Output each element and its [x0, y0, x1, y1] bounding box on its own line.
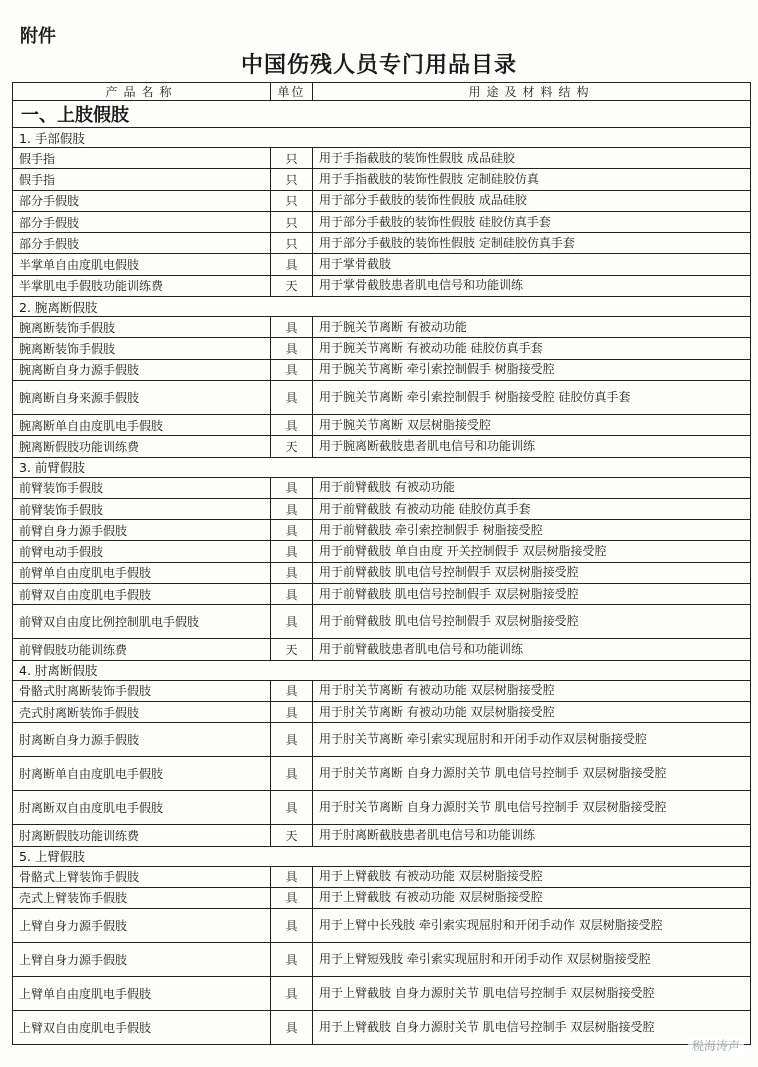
product-name-cell: 前臂双自由度比例控制肌电手假肢 — [13, 605, 271, 639]
unit-cell: 只 — [271, 190, 313, 211]
usage-cell: 用于肘关节离断 有被动功能 双层树脂接受腔 — [313, 701, 751, 722]
usage-cell: 用于上臂截肢 自身力源肘关节 肌电信号控制手 双层树脂接受腔 — [313, 1011, 751, 1045]
table-row — [13, 211, 751, 232]
product-name-cell: 骨骼式肘离断装饰手假肢 — [13, 680, 271, 701]
unit-cell: 只 — [271, 211, 313, 232]
product-name-cell: 假手指 — [13, 148, 271, 169]
usage-cell: 用于上臂短残肢 牵引索实现屈肘和开闭手动作 双层树脂接受腔 — [313, 943, 751, 977]
section-title: 2. 腕离断假肢 — [13, 297, 751, 317]
table-row — [13, 605, 751, 639]
usage-cell: 用于前臂截肢 肌电信号控制假手 双层树脂接受腔 — [313, 562, 751, 583]
table-row — [13, 584, 751, 605]
usage-cell: 用于掌骨截肢患者肌电信号和功能训练 — [313, 275, 751, 296]
usage-cell: 用于部分手截肢的装饰性假肢 成品硅胶 — [313, 190, 751, 211]
table-row — [13, 190, 751, 211]
unit-cell: 具 — [271, 701, 313, 722]
product-name-cell: 前臂双自由度肌电手假肢 — [13, 584, 271, 605]
usage-cell: 用于上臂中长残肢 牵引索实现屈肘和开闭手动作 双层树脂接受腔 — [313, 909, 751, 943]
table-row — [13, 338, 751, 359]
usage-cell: 用于手指截肢的装饰性假肢 定制硅胶仿真 — [313, 169, 751, 190]
usage-cell: 用于肘关节离断 有被动功能 双层树脂接受腔 — [313, 680, 751, 701]
unit-cell: 具 — [271, 757, 313, 791]
table-row — [13, 380, 751, 414]
unit-cell: 具 — [271, 943, 313, 977]
product-name-cell: 腕离断单自由度肌电手假肢 — [13, 414, 271, 435]
column-header-usage: 用途及材料结构 — [313, 83, 751, 101]
unit-cell: 具 — [271, 562, 313, 583]
table-row — [13, 562, 751, 583]
usage-cell: 用于上臂截肢 自身力源肘关节 肌电信号控制手 双层树脂接受腔 — [313, 977, 751, 1011]
table-row — [13, 169, 751, 190]
usage-cell: 用于肘关节离断 自身力源肘关节 肌电信号控制手 双层树脂接受腔 — [313, 791, 751, 825]
usage-cell: 用于上臂截肢 有被动功能 双层树脂接受腔 — [313, 866, 751, 887]
section-title: 5. 上臂假肢 — [13, 846, 751, 866]
product-name-cell: 骨骼式上臂装饰手假肢 — [13, 866, 271, 887]
usage-cell: 用于腕关节离断 有被动功能 — [313, 317, 751, 338]
usage-cell: 用于腕关节离断 牵引索控制假手 树脂接受腔 硅胶仿真手套 — [313, 380, 751, 414]
product-name-cell: 前臂电动手假肢 — [13, 541, 271, 562]
unit-cell: 具 — [271, 584, 313, 605]
unit-cell: 具 — [271, 887, 313, 908]
usage-cell: 用于前臂截肢 有被动功能 硅胶仿真手套 — [313, 498, 751, 519]
table-row — [13, 436, 751, 457]
section-row — [13, 297, 751, 317]
table-row — [13, 275, 751, 296]
table-row — [13, 943, 751, 977]
unit-cell: 具 — [271, 1011, 313, 1045]
watermark: 税海涛声 — [688, 1036, 744, 1055]
product-name-cell: 前臂单自由度肌电手假肢 — [13, 562, 271, 583]
unit-cell: 具 — [271, 338, 313, 359]
table-row — [13, 825, 751, 846]
table-row — [13, 639, 751, 660]
usage-cell: 用于肘离断截肢患者肌电信号和功能训练 — [313, 825, 751, 846]
product-name-cell: 前臂自身力源手假肢 — [13, 520, 271, 541]
product-name-cell: 上臂自身力源手假肢 — [13, 943, 271, 977]
product-name-cell: 肘离断假肢功能训练费 — [13, 825, 271, 846]
unit-cell: 天 — [271, 436, 313, 457]
section-row — [13, 128, 751, 148]
usage-cell: 用于掌骨截肢 — [313, 254, 751, 275]
unit-cell: 只 — [271, 148, 313, 169]
table-row — [13, 359, 751, 380]
section-title: 1. 手部假肢 — [13, 128, 751, 148]
section-row — [13, 846, 751, 866]
product-name-cell: 前臂装饰手假肢 — [13, 477, 271, 498]
category-row — [13, 101, 751, 128]
table-row — [13, 866, 751, 887]
product-name-cell: 半掌肌电手假肢功能训练费 — [13, 275, 271, 296]
unit-cell: 具 — [271, 380, 313, 414]
product-name-cell: 腕离断自身力源手假肢 — [13, 359, 271, 380]
product-name-cell: 肘离断单自由度肌电手假肢 — [13, 757, 271, 791]
table-body — [13, 101, 751, 1045]
product-name-cell: 部分手假肢 — [13, 233, 271, 254]
product-name-cell: 壳式上臂装饰手假肢 — [13, 887, 271, 908]
column-header-unit: 单位 — [271, 83, 313, 101]
unit-cell: 具 — [271, 498, 313, 519]
table-row — [13, 909, 751, 943]
unit-cell: 天 — [271, 639, 313, 660]
usage-cell: 用于前臂截肢 单自由度 开关控制假手 双层树脂接受腔 — [313, 541, 751, 562]
section-row — [13, 457, 751, 477]
page-title: 中国伤残人员专门用品目录 — [240, 53, 517, 78]
unit-cell: 具 — [271, 680, 313, 701]
table-row — [13, 233, 751, 254]
unit-cell: 具 — [271, 909, 313, 943]
unit-cell: 具 — [271, 605, 313, 639]
usage-cell: 用于腕关节离断 牵引索控制假手 树脂接受腔 — [313, 359, 751, 380]
usage-cell: 用于部分手截肢的装饰性假肢 定制硅胶仿真手套 — [313, 233, 751, 254]
unit-cell: 具 — [271, 317, 313, 338]
table-row — [13, 414, 751, 435]
usage-cell: 用于手指截肢的装饰性假肢 成品硅胶 — [313, 148, 751, 169]
table-row — [13, 723, 751, 757]
table-row — [13, 148, 751, 169]
section-title: 4. 肘离断假肢 — [13, 660, 751, 680]
usage-cell: 用于前臂截肢 肌电信号控制假手 双层树脂接受腔 — [313, 605, 751, 639]
category-title: 一、上肢假肢 — [13, 101, 751, 128]
section-title: 3. 前臂假肢 — [13, 457, 751, 477]
usage-cell: 用于腕关节离断 有被动功能 硅胶仿真手套 — [313, 338, 751, 359]
product-name-cell: 上臂单自由度肌电手假肢 — [13, 977, 271, 1011]
table-row — [13, 1011, 751, 1045]
usage-cell: 用于腕关节离断 双层树脂接受腔 — [313, 414, 751, 435]
unit-cell: 具 — [271, 414, 313, 435]
usage-cell: 用于上臂截肢 有被动功能 双层树脂接受腔 — [313, 887, 751, 908]
table-row — [13, 317, 751, 338]
unit-cell: 具 — [271, 541, 313, 562]
product-name-cell: 肘离断双自由度肌电手假肢 — [13, 791, 271, 825]
product-name-cell: 腕离断装饰手假肢 — [13, 317, 271, 338]
table-row — [13, 254, 751, 275]
product-name-cell: 半掌单自由度肌电假肢 — [13, 254, 271, 275]
unit-cell: 具 — [271, 477, 313, 498]
product-name-cell: 部分手假肢 — [13, 211, 271, 232]
product-name-cell: 前臂装饰手假肢 — [13, 498, 271, 519]
catalog-table — [12, 82, 751, 1045]
unit-cell: 具 — [271, 977, 313, 1011]
product-name-cell: 腕离断自身来源手假肢 — [13, 380, 271, 414]
table-row — [13, 520, 751, 541]
product-name-cell: 腕离断假肢功能训练费 — [13, 436, 271, 457]
usage-cell: 用于前臂截肢 肌电信号控制假手 双层树脂接受腔 — [313, 584, 751, 605]
product-name-cell: 前臂假肢功能训练费 — [13, 639, 271, 660]
product-name-cell: 壳式肘离断装饰手假肢 — [13, 701, 271, 722]
column-header-name: 产品名称 — [13, 83, 271, 101]
product-name-cell: 上臂双自由度肌电手假肢 — [13, 1011, 271, 1045]
table-row — [13, 701, 751, 722]
unit-cell: 具 — [271, 359, 313, 380]
usage-cell: 用于肘关节离断 自身力源肘关节 肌电信号控制手 双层树脂接受腔 — [313, 757, 751, 791]
usage-cell: 用于腕离断截肢患者肌电信号和功能训练 — [313, 436, 751, 457]
unit-cell: 具 — [271, 791, 313, 825]
usage-cell: 用于肘关节离断 牵引索实现屈肘和开闭手动作双层树脂接受腔 — [313, 723, 751, 757]
usage-cell: 用于前臂截肢 牵引索控制假手 树脂接受腔 — [313, 520, 751, 541]
product-name-cell: 上臂自身力源手假肢 — [13, 909, 271, 943]
unit-cell: 具 — [271, 723, 313, 757]
table-row — [13, 477, 751, 498]
table-row — [13, 541, 751, 562]
unit-cell: 具 — [271, 520, 313, 541]
unit-cell: 只 — [271, 233, 313, 254]
table-row — [13, 977, 751, 1011]
section-row — [13, 660, 751, 680]
product-name-cell: 腕离断装饰手假肢 — [13, 338, 271, 359]
unit-cell: 只 — [271, 169, 313, 190]
table-row — [13, 498, 751, 519]
usage-cell: 用于部分手截肢的装饰性假肢 硅胶仿真手套 — [313, 211, 751, 232]
table-row — [13, 791, 751, 825]
table-header-row — [13, 83, 751, 101]
unit-cell: 天 — [271, 825, 313, 846]
table-row — [13, 757, 751, 791]
usage-cell: 用于前臂截肢 有被动功能 — [313, 477, 751, 498]
table-row — [13, 887, 751, 908]
attachment-label: 附件 — [20, 26, 56, 47]
table-row — [13, 680, 751, 701]
unit-cell: 具 — [271, 254, 313, 275]
product-name-cell: 假手指 — [13, 169, 271, 190]
unit-cell: 具 — [271, 866, 313, 887]
usage-cell: 用于前臂截肢患者肌电信号和功能训练 — [313, 639, 751, 660]
product-name-cell: 部分手假肢 — [13, 190, 271, 211]
product-name-cell: 肘离断自身力源手假肢 — [13, 723, 271, 757]
unit-cell: 天 — [271, 275, 313, 296]
